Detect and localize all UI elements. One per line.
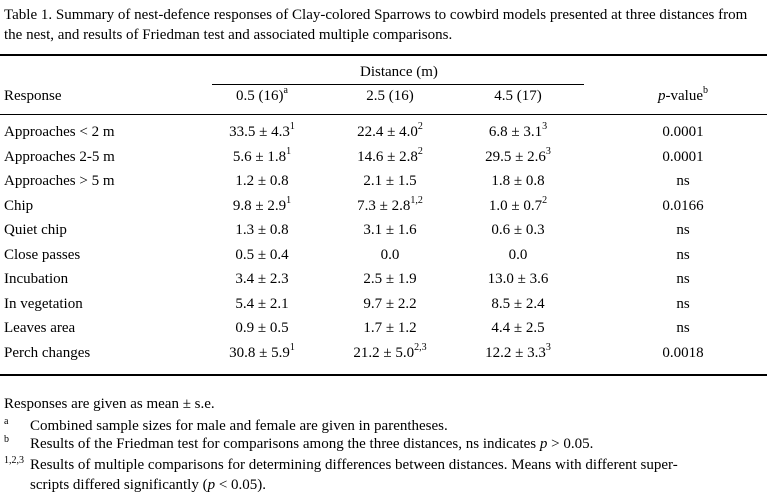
cell-value: 8.5 ± 2.4 — [491, 296, 545, 312]
footnote-b-text: Results of the Friedman test for comparisons among the three distances, ns indicates p > 0.05. — [30, 436, 594, 452]
cell-value: 0.9 ± 0.5 — [235, 320, 289, 336]
bottom-rule — [0, 374, 767, 376]
cell-value: 1.7 ± 1.2 — [363, 320, 417, 336]
header-col-3: 4.5 (17) — [494, 88, 542, 104]
cell-value: $33.5 \pm 4.3^1$ — [229, 121, 295, 140]
cell-value: 3.1 ± 1.6 — [363, 222, 417, 238]
cell-value: $30.8 \pm 5.9^1$ — [229, 342, 295, 361]
cell-p-value: 0.0001 — [662, 149, 704, 165]
cell-p-value: ns — [676, 247, 690, 263]
cell-value: 0.5 ± 0.4 — [235, 247, 289, 263]
footnote-c-mark: 1,2,3 — [4, 455, 24, 466]
top-rule — [0, 54, 767, 56]
cell-value: 3.4 ± 2.3 — [235, 271, 289, 287]
group-underline — [212, 84, 584, 85]
cell-value: $6.8 \pm 3.1^3$ — [488, 121, 548, 140]
header-rule — [0, 114, 767, 115]
cell-value: 2.5 ± 1.9 — [363, 271, 417, 287]
header-col-2: 2.5 (16) — [366, 88, 414, 104]
header-p-value: p-value$^b$ — [658, 85, 708, 104]
cell-value: 4.4 ± 2.5 — [491, 320, 545, 336]
cell-value: $1.0 \pm 0.7^2$ — [488, 195, 548, 214]
row-label: Close passes — [4, 247, 81, 263]
cell-value: $7.3 \pm 2.8^{1,2}$ — [357, 195, 423, 214]
cell-p-value: ns — [676, 296, 690, 312]
footnote-c-text: Results of multiple comparisons for determining differences between distances. Means with different super- scripts differed significantly (p < 0.05). — [30, 457, 678, 493]
cell-p-value: 0.0001 — [662, 124, 704, 140]
cell-p-value: 0.0018 — [662, 345, 704, 361]
cell-value: $9.8 \pm 2.9^1$ — [232, 195, 292, 214]
cell-p-value: ns — [676, 271, 690, 287]
header-col-1: 0.5 $(16)^a$ — [236, 85, 288, 104]
cell-value: $21.2 \pm 5.0^{2,3}$ — [353, 342, 427, 361]
cell-value: $22.4 \pm 4.0^2$ — [357, 121, 423, 140]
distance-group-header: Distance (m) — [360, 64, 438, 80]
cell-p-value: ns — [676, 320, 690, 336]
cell-value: $14.6 \pm 2.8^2$ — [357, 146, 423, 165]
row-label: Approaches 2-5 m — [4, 149, 115, 165]
cell-value: 5.4 ± 2.1 — [235, 296, 289, 312]
row-label: Approaches > 5 m — [4, 173, 115, 189]
cell-value: 1.3 ± 0.8 — [235, 222, 289, 238]
row-label: Incubation — [4, 271, 69, 287]
cell-value: 13.0 ± 3.6 — [487, 271, 549, 287]
row-label: Perch changes — [4, 345, 91, 361]
row-label: Chip — [4, 198, 34, 214]
cell-value: 9.7 ± 2.2 — [363, 296, 417, 312]
cell-p-value: ns — [676, 222, 690, 238]
row-label: Quiet chip — [4, 222, 67, 238]
cell-value: 0.0 — [380, 247, 400, 263]
row-label: In vegetation — [4, 296, 83, 312]
footnote-a-text: Combined sample sizes for male and female are given in parentheses. — [30, 418, 448, 434]
table-caption: Table 1. Summary of nest-defence responses of Clay-colored Sparrows to cowbird models presented at three distances from the nest, and results of Friedman test and associated multiple comparisons. — [4, 7, 748, 43]
cell-value: 0.0 — [508, 247, 528, 263]
header-response: Response — [4, 88, 62, 104]
row-label: Leaves area — [4, 320, 76, 336]
cell-value: $12.2 \pm 3.3^3$ — [485, 342, 551, 361]
cell-value: $29.5 \pm 2.6^3$ — [485, 146, 551, 165]
cell-value: 2.1 ± 1.5 — [363, 173, 417, 189]
footnote-b-mark: b — [4, 434, 9, 445]
cell-p-value: 0.0166 — [662, 198, 704, 214]
cell-value: $5.6 \pm 1.8^1$ — [232, 146, 292, 165]
cell-value: 1.2 ± 0.8 — [235, 173, 289, 189]
note-intro: Responses are given as mean ± s.e. — [4, 396, 215, 412]
row-label: Approaches < 2 m — [4, 124, 115, 140]
cell-p-value: ns — [676, 173, 690, 189]
cell-value: 0.6 ± 0.3 — [491, 222, 545, 238]
cell-value: 1.8 ± 0.8 — [491, 173, 545, 189]
footnote-a-mark: a — [4, 416, 9, 427]
